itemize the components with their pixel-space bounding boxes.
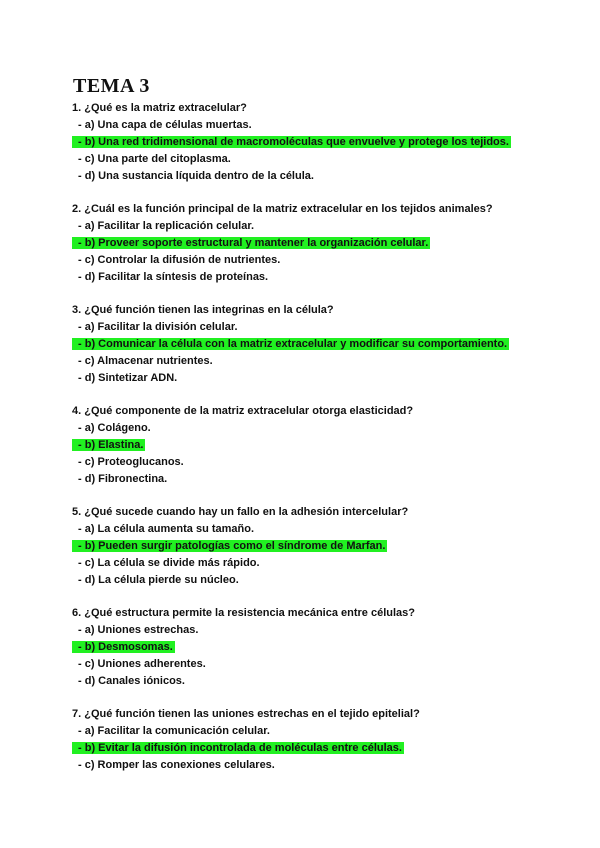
answer-text: - d) Canales iónicos. (78, 675, 185, 687)
answer-option (72, 521, 582, 538)
question-text: 6. ¿Qué estructura permite la resistencia mecánica entre células? (72, 607, 415, 619)
question-1 (72, 100, 582, 185)
answer-text: - d) Una sustancia líquida dentro de la célula. (78, 170, 314, 182)
answer-text: - a) Una capa de células muertas. (78, 119, 252, 131)
answer-text-highlighted: - b) Desmosomas. (72, 641, 175, 653)
answer-option-correct (72, 437, 582, 454)
answer-text: - d) Fibronectina. (78, 473, 168, 485)
answer-option-correct (72, 235, 582, 252)
question-2 (72, 201, 582, 286)
answer-text: - c) Romper las conexiones celulares. (78, 759, 275, 771)
question-text: 1. ¿Qué es la matriz extracelular? (72, 102, 247, 114)
answer-text: - d) La célula pierde su núcleo. (78, 574, 239, 586)
answer-text-highlighted: - b) Proveer soporte estructural y mantener la organización celular. (72, 237, 430, 249)
answer-text: - a) Facilitar la comunicación celular. (78, 725, 270, 737)
answer-option (72, 252, 582, 269)
answer-option (72, 572, 582, 589)
question-text: 2. ¿Cuál es la función principal de la matriz extracelular en los tejidos animales? (72, 203, 493, 215)
answer-option (72, 269, 582, 286)
answer-text: - d) Sintetizar ADN. (78, 372, 178, 384)
answer-text: - a) Facilitar la replicación celular. (78, 220, 255, 232)
answer-option (72, 656, 582, 673)
answer-option-correct (72, 336, 582, 353)
answer-option (72, 723, 582, 740)
answer-option-correct (72, 134, 582, 151)
answer-option (72, 454, 582, 471)
answer-option (72, 151, 582, 168)
question-list (72, 100, 582, 790)
answer-text-highlighted: - b) Una red tridimensional de macromoléculas que envuelve y protege los tejidos. (72, 136, 511, 148)
answer-option (72, 471, 582, 488)
question-7 (72, 706, 582, 774)
answer-option (72, 117, 582, 134)
answer-text: - d) Facilitar la síntesis de proteínas. (78, 271, 269, 283)
question-text: 5. ¿Qué sucede cuando hay un fallo en la adhesión intercelular? (72, 506, 409, 518)
answer-option (72, 168, 582, 185)
answer-option (72, 555, 582, 572)
answer-option (72, 370, 582, 387)
answer-text: - c) Una parte del citoplasma. (78, 153, 231, 165)
answer-text: - a) Facilitar la división celular. (78, 321, 238, 333)
question-3 (72, 302, 582, 387)
answer-text: - c) La célula se divide más rápido. (78, 557, 260, 569)
answer-text-highlighted: - b) Evitar la difusión incontrolada de moléculas entre células. (72, 742, 404, 754)
answer-option (72, 673, 582, 690)
answer-text: - c) Proteoglucanos. (78, 456, 184, 468)
question-text: 7. ¿Qué función tienen las uniones estrechas en el tejido epitelial? (72, 708, 420, 720)
answer-option (72, 218, 582, 235)
answer-option-correct (72, 538, 582, 555)
answer-text-highlighted: - b) Elastina. (72, 439, 145, 451)
answer-option (72, 622, 582, 639)
answer-text: - a) La célula aumenta su tamaño. (78, 523, 255, 535)
question-text: 4. ¿Qué componente de la matriz extracelular otorga elasticidad? (72, 405, 414, 417)
answer-text: - a) Uniones estrechas. (78, 624, 199, 636)
answer-text-highlighted: - b) Comunicar la célula con la matriz extracelular y modificar su comportamiento. (72, 338, 509, 350)
question-6 (72, 605, 582, 690)
question-5 (72, 504, 582, 589)
answer-text: - c) Controlar la difusión de nutrientes. (78, 254, 281, 266)
answer-text: - c) Almacenar nutrientes. (78, 355, 213, 367)
answer-option (72, 757, 582, 774)
answer-text-highlighted: - b) Pueden surgir patologías como el síndrome de Marfan. (72, 540, 387, 552)
answer-option-correct (72, 740, 582, 757)
answer-option (72, 420, 582, 437)
answer-option (72, 353, 582, 370)
page-title: TEMA 3 (73, 75, 150, 97)
answer-option-correct (72, 639, 582, 656)
question-text: 3. ¿Qué función tienen las integrinas en la célula? (72, 304, 334, 316)
answer-text: - c) Uniones adherentes. (78, 658, 206, 670)
answer-option (72, 319, 582, 336)
question-4 (72, 403, 582, 488)
answer-text: - a) Colágeno. (78, 422, 151, 434)
